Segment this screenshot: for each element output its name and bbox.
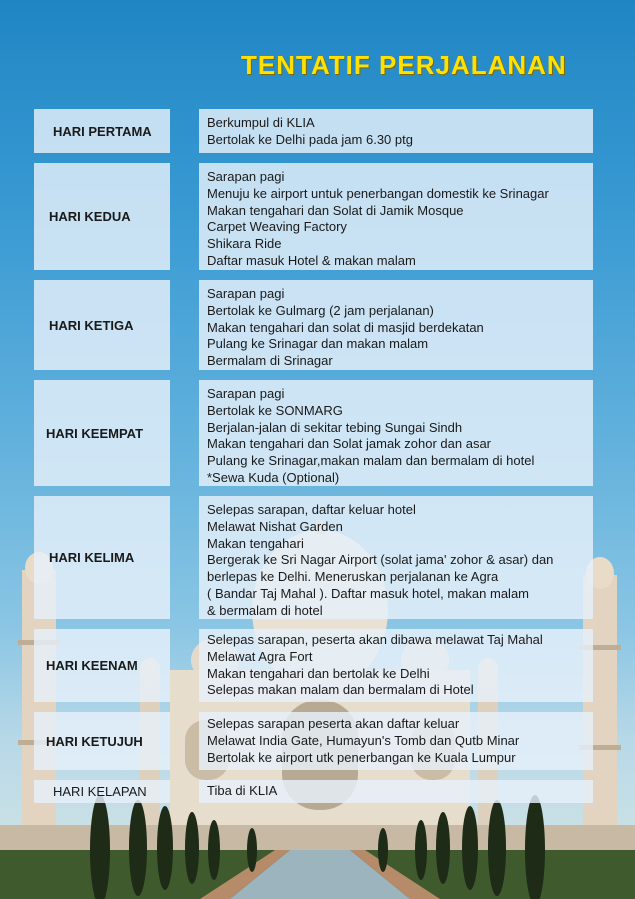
itinerary-line: Makan tengahari bbox=[207, 535, 304, 551]
itinerary-line: Carpet Weaving Factory bbox=[207, 219, 347, 235]
itinerary-line: Melawat Agra Fort bbox=[207, 648, 313, 664]
itinerary-line: Bertolak ke airport utk penerbangan ke Kuala Lumpur bbox=[207, 749, 516, 765]
day-itinerary bbox=[199, 712, 593, 770]
itinerary-line: Bertolak ke Delhi pada jam 6.30 ptg bbox=[207, 131, 413, 147]
itinerary-line: Shikara Ride bbox=[207, 236, 282, 252]
itinerary-line: Menuju ke airport untuk penerbangan domestik ke Srinagar bbox=[207, 185, 549, 201]
day-label: HARI KETIGA bbox=[34, 280, 170, 370]
itinerary-line: Selepas makan malam dan bermalam di Hotel bbox=[207, 682, 474, 698]
itinerary-line: *Sewa Kuda (Optional) bbox=[207, 469, 340, 485]
itinerary-line: Melawat India Gate, Humayun's Tomb dan Qutb Minar bbox=[207, 732, 520, 748]
itinerary-line: Makan tengahari dan Solat di Jamik Mosque bbox=[207, 202, 464, 218]
itinerary-line: Bertolak ke SONMARG bbox=[207, 402, 343, 418]
page-title: TENTATIF PERJALANAN bbox=[241, 50, 567, 80]
day-label: HARI KETUJUH bbox=[34, 712, 170, 770]
day-itinerary bbox=[199, 109, 593, 153]
itinerary-line: Bertolak ke Gulmarg (2 jam perjalanan) bbox=[207, 302, 434, 318]
day-label: HARI PERTAMA bbox=[34, 109, 170, 153]
itinerary-line: Bergerak ke Sri Nagar Airport (solat jama' zohor & asar) dan bbox=[207, 552, 554, 568]
itinerary-line: Pulang ke Srinagar,makan malam dan bermalam di hotel bbox=[207, 453, 535, 469]
day-row-3 bbox=[0, 280, 635, 370]
itinerary-line: & bermalam di hotel bbox=[207, 602, 323, 618]
day-itinerary bbox=[199, 496, 593, 619]
day-row-5 bbox=[0, 496, 635, 619]
day-row-6 bbox=[0, 629, 635, 702]
itinerary-line: Makan tengahari dan bertolak ke Delhi bbox=[207, 665, 430, 681]
itinerary-line: Tiba di KLIA bbox=[207, 783, 278, 798]
day-label: HARI KEDUA bbox=[34, 163, 170, 270]
itinerary-line: Berjalan-jalan di sekitar tebing Sungai Sindh bbox=[207, 419, 463, 435]
day-label: HARI KEEMPAT bbox=[34, 380, 170, 486]
day-itinerary bbox=[199, 380, 593, 486]
itinerary-line: Pulang ke Srinagar dan makan malam bbox=[207, 336, 429, 352]
itinerary-line: Makan tengahari dan solat di masjid berdekatan bbox=[207, 319, 484, 335]
day-label: HARI KEENAM bbox=[34, 629, 170, 702]
itinerary-line: Selepas sarapan, peserta akan dibawa melawat Taj Mahal bbox=[207, 632, 543, 647]
itinerary-line: ( Bandar Taj Mahal ). Daftar masuk hotel, makan malam bbox=[207, 585, 530, 601]
itinerary-line: berlepas ke Delhi. Meneruskan perjalanan ke Agra bbox=[207, 569, 499, 585]
day-itinerary bbox=[199, 780, 593, 803]
itinerary-line: Berkumpul di KLIA bbox=[207, 115, 315, 130]
itinerary-line: Sarapan pagi bbox=[207, 286, 285, 301]
day-itinerary bbox=[199, 629, 593, 702]
itinerary-line: Sarapan pagi bbox=[207, 386, 285, 401]
day-label: HARI KELIMA bbox=[34, 496, 170, 619]
day-itinerary bbox=[199, 280, 593, 370]
itinerary-line: Bermalam di Srinagar bbox=[207, 353, 333, 369]
itinerary-line: Sarapan pagi bbox=[207, 169, 285, 184]
itinerary-line: Makan tengahari dan Solat jamak zohor dan asar bbox=[207, 436, 492, 452]
day-row-4 bbox=[0, 380, 635, 486]
day-row-2 bbox=[0, 163, 635, 270]
itinerary-line: Daftar masuk Hotel & makan malam bbox=[207, 252, 416, 268]
day-itinerary bbox=[199, 163, 593, 270]
day-row-1 bbox=[0, 109, 635, 153]
day-row-7 bbox=[0, 712, 635, 770]
itinerary-line: Selepas sarapan peserta akan daftar keluar bbox=[207, 716, 460, 731]
itinerary-line: Selepas sarapan, daftar keluar hotel bbox=[207, 502, 416, 517]
day-label: HARI KELAPAN bbox=[34, 780, 170, 803]
itinerary-line: Melawat Nishat Garden bbox=[207, 518, 343, 534]
day-row-8 bbox=[0, 780, 635, 803]
